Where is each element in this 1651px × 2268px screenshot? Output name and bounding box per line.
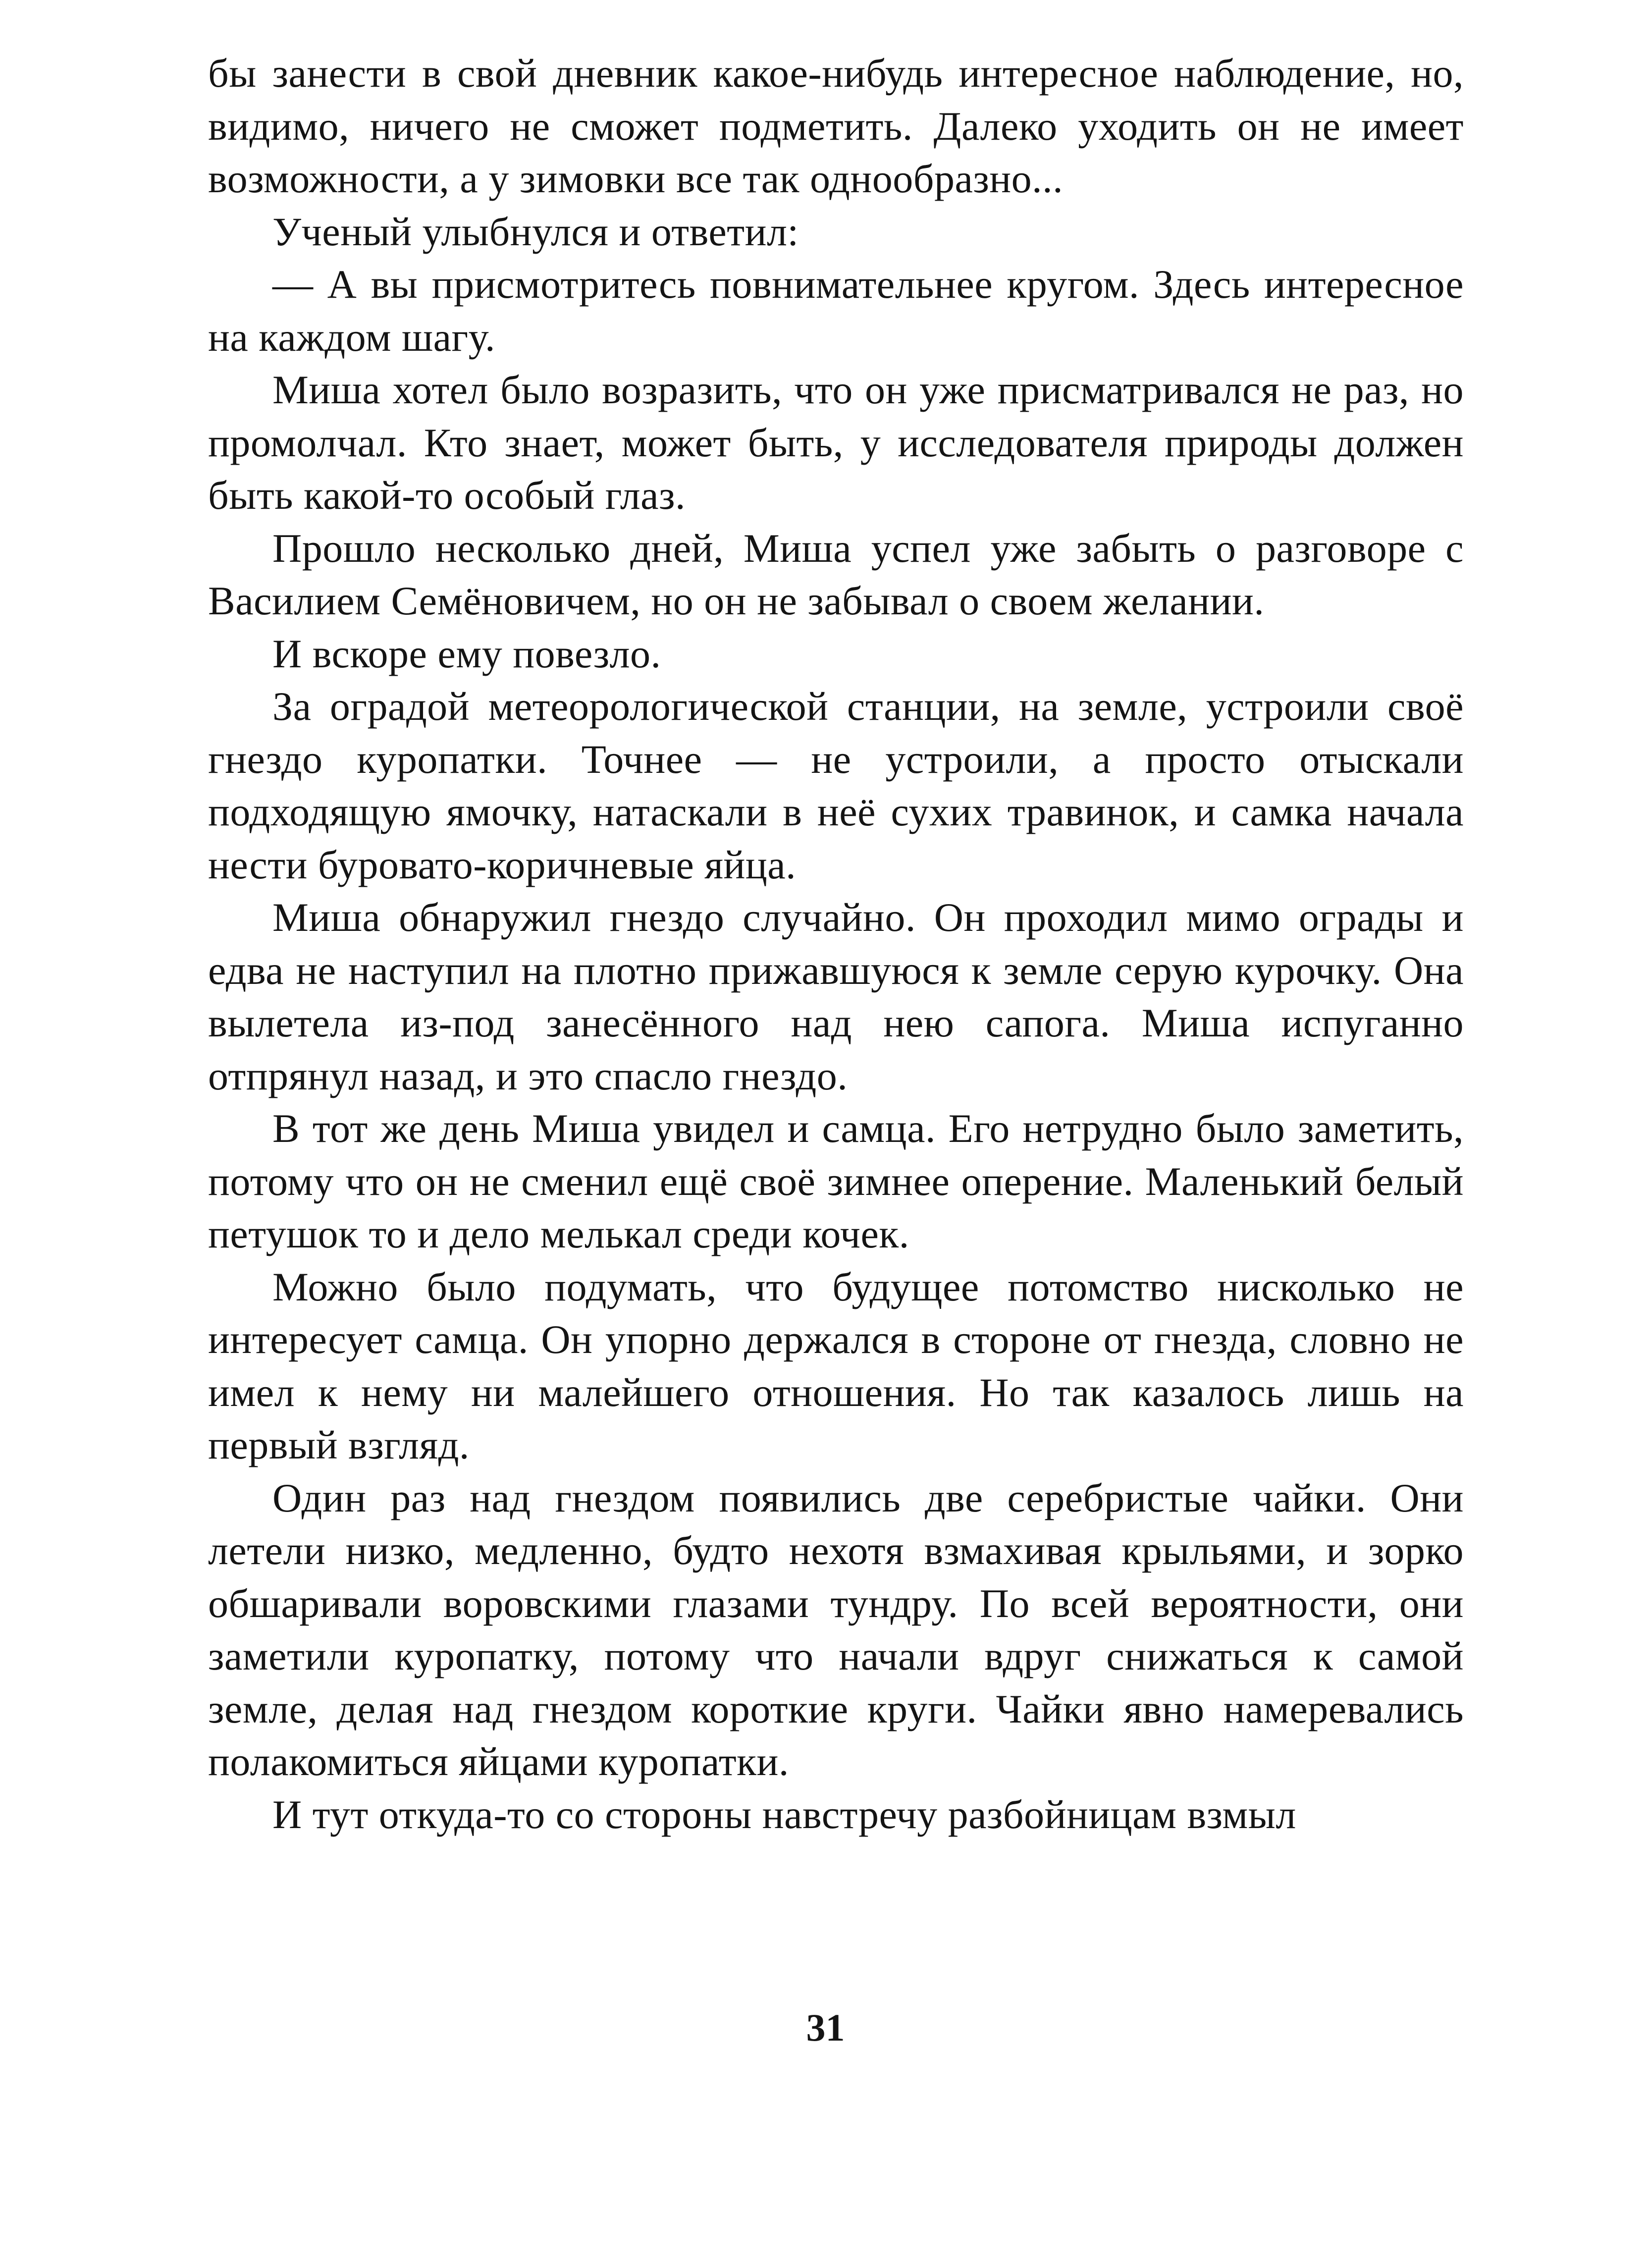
paragraph: Прошло несколько дней, Миша успел уже забыть о разговоре с Василием Семёновичем, но он не забывал о своем желании. [208, 525, 1464, 623]
paragraph: За оградой метеорологической станции, на земле, устроили своё гнездо куропатки. Точнее — не устроили, а просто отыскали подходящую ямочку, натаскали в неё сухих травинок, и самка начала нести буровато-коричневые яйца. [208, 684, 1464, 887]
paragraph: Ученый улыбнулся и ответил: [272, 209, 799, 254]
page-number: 31 [806, 2006, 845, 2049]
paragraph: бы занести в свой дневник какое-нибудь интересное наблюдение, но, видимо, ничего не сможет подметить. Далеко уходить он не имеет возможности, а у зимовки все так однообразно... [208, 51, 1464, 201]
paragraph: И вскоре ему повезло. [272, 631, 661, 676]
paragraph: Можно было подумать, что будущее потомство нисколько не интересует самца. Он упорно держался в стороне от гнезда, словно не имел к нему ни малейшего отношения. Но так казалось лишь на первый взгляд. [208, 1264, 1464, 1467]
paragraph: Миша обнаружил гнездо случайно. Он проходил мимо ограды и едва не наступил на плотно прижавшуюся к земле серую курочку. Она вылетела из-под занесённого над нею сапога. Миша испуганно отпрянул назад, и это спасло гнездо. [208, 895, 1464, 1098]
paragraph: И тут откуда-то со стороны навстречу разбойницам взмыл [272, 1791, 1296, 1837]
page-body-text [208, 47, 1464, 1841]
paragraph: Миша хотел было возразить, что он уже присматривался не раз, но промолчал. Кто знает, может быть, у исследователя природы должен быть какой-то особый глаз. [208, 367, 1464, 518]
paragraph: Один раз над гнездом появились две серебристые чайки. Они летели низко, медленно, будто нехотя взмахивая крыльями, и зорко обшаривали воровскими глазами тундру. По всей вероятности, они заметили куропатку, потому что начали вдруг снижаться к самой земле, делая над гнездом короткие круги. Чайки явно намеревались полакомиться яйцами куропатки. [208, 1475, 1464, 1784]
paragraph: — А вы присмотритесь повнимательнее кругом. Здесь интересное на каждом шагу. [208, 262, 1464, 360]
paragraph: В тот же день Миша увидел и самца. Его нетрудно было заметить, потому что он не сменил ещё своё зимнее оперение. Маленький белый петушок то и дело мелькал среди кочек. [208, 1106, 1464, 1256]
